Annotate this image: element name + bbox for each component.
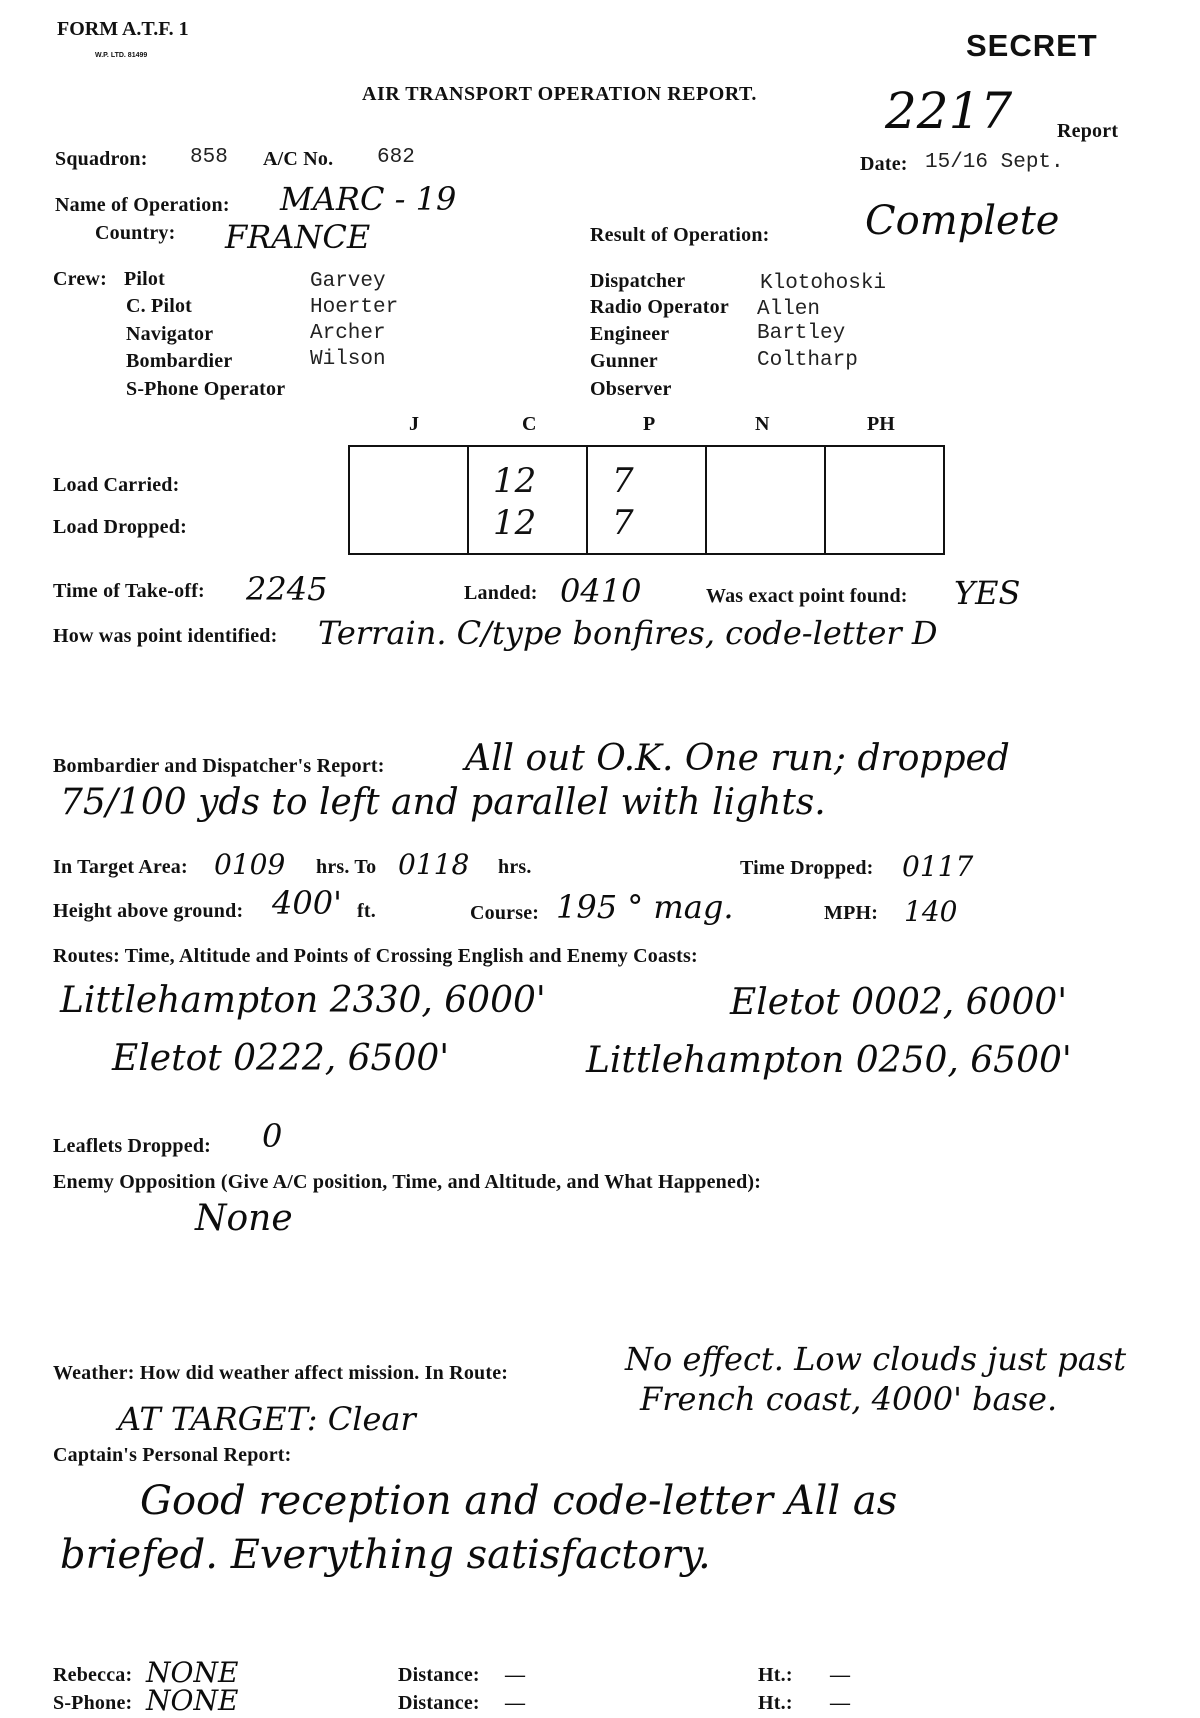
leaflets-value: 0: [262, 1117, 283, 1155]
report-title: AIR TRANSPORT OPERATION REPORT.: [362, 83, 757, 105]
classification-label: SECRET: [966, 28, 1098, 63]
takeoff-label: Time of Take-off:: [53, 580, 205, 602]
hrs-to-label: hrs. To: [316, 856, 377, 878]
col-ph: PH: [867, 413, 895, 435]
sphone-value: NONE: [146, 1684, 239, 1717]
route-line2a: Eletot 0222, 6500': [112, 1038, 450, 1079]
ht-value-2: —: [830, 1692, 851, 1714]
ft-label: ft.: [357, 900, 376, 922]
date-label: Date:: [860, 153, 908, 175]
weather-target: AT TARGET: Clear: [118, 1400, 416, 1438]
enemy-value: None: [195, 1198, 293, 1239]
crew-label: Crew:: [53, 268, 107, 290]
hrs-label: hrs.: [498, 856, 532, 878]
weather-route-line2: French coast, 4000' base.: [640, 1380, 1058, 1418]
landed-label: Landed:: [464, 582, 538, 604]
sphone-label: S-Phone:: [53, 1692, 133, 1714]
form-id: FORM A.T.F. 1: [57, 18, 189, 40]
load-cell-p: [587, 446, 706, 554]
squadron-value: 858: [190, 146, 228, 169]
distance-label-1: Distance:: [398, 1664, 480, 1686]
engineer-label: Engineer: [590, 323, 670, 345]
col-c: C: [522, 413, 537, 435]
load-cell-c: [468, 446, 587, 554]
operation-label: Name of Operation:: [55, 194, 230, 216]
bombardier-report-line1: All out O.K. One run; dropped: [465, 738, 1010, 779]
captain-label: Captain's Personal Report:: [53, 1444, 292, 1466]
identified-value: Terrain. C/type bonfires, code-letter D: [318, 614, 938, 652]
distance-value-1: —: [505, 1664, 526, 1686]
load-carried-label: Load Carried:: [53, 474, 180, 496]
load-cell-ph: [825, 446, 944, 554]
route-line2b: Littlehampton 0250, 6500': [586, 1040, 1072, 1081]
dispatcher-label: Dispatcher: [590, 270, 686, 292]
carried-p: 7: [612, 461, 634, 501]
weather-route-line1: No effect. Low clouds just past: [625, 1340, 1127, 1378]
col-j: J: [409, 413, 419, 435]
ac-no-value: 682: [377, 146, 415, 169]
captain-report-line1: Good reception and code-letter All as: [140, 1478, 898, 1524]
bombardier-label: Bombardier: [126, 350, 233, 372]
target-from-value: 0109: [214, 848, 286, 881]
time-dropped-value: 0117: [902, 850, 974, 883]
course-value: 195 ° mag.: [556, 888, 734, 926]
course-label: Course:: [470, 902, 540, 924]
route-line1a: Littlehampton 2330, 6000': [60, 980, 546, 1021]
copilot-value: Hoerter: [310, 296, 399, 319]
ac-no-label: A/C No.: [263, 148, 334, 170]
ht-value-1: —: [830, 1664, 851, 1686]
exact-point-value: YES: [954, 574, 1021, 612]
mph-value: 140: [904, 895, 958, 928]
report-number: 2217: [885, 82, 1013, 140]
copilot-label: C. Pilot: [126, 295, 193, 317]
weather-label: Weather: How did weather affect mission. In Route:: [53, 1362, 509, 1384]
target-to-value: 0118: [398, 848, 470, 881]
report-label: Report: [1057, 120, 1119, 142]
dropped-c: 12: [493, 503, 537, 543]
load-table: [348, 445, 945, 555]
load-cell-j: [349, 446, 468, 554]
captain-report-line2: briefed. Everything satisfactory.: [60, 1532, 711, 1578]
rebecca-value: NONE: [146, 1656, 239, 1689]
identified-label: How was point identified:: [53, 625, 278, 647]
ht-label-1: Ht.:: [758, 1664, 793, 1686]
pilot-value: Garvey: [310, 270, 386, 293]
landed-value: 0410: [560, 572, 642, 610]
distance-label-2: Distance:: [398, 1692, 480, 1714]
time-dropped-label: Time Dropped:: [740, 857, 874, 879]
sphone-operator-label: S-Phone Operator: [126, 378, 286, 400]
gunner-value: Coltharp: [757, 349, 858, 372]
form-print-code: W.P. LTD. 81499: [95, 52, 148, 59]
dispatcher-value: Klotohoski: [760, 272, 887, 295]
engineer-value: Bartley: [757, 322, 846, 345]
pilot-label: Pilot: [124, 268, 165, 290]
dropped-p: 7: [612, 503, 634, 543]
observer-label: Observer: [590, 378, 672, 400]
operation-value: MARC - 19: [280, 180, 457, 218]
result-value: Complete: [865, 198, 1060, 244]
country-label: Country:: [95, 222, 176, 244]
rebecca-label: Rebecca:: [53, 1664, 133, 1686]
country-value: FRANCE: [225, 218, 371, 256]
height-value: 400': [272, 884, 342, 922]
date-value: 15/16 Sept.: [925, 151, 1064, 174]
takeoff-value: 2245: [246, 570, 328, 608]
result-label: Result of Operation:: [590, 224, 770, 246]
height-label: Height above ground:: [53, 900, 244, 922]
navigator-value: Archer: [310, 322, 386, 345]
col-p: P: [643, 413, 656, 435]
col-n: N: [755, 413, 770, 435]
gunner-label: Gunner: [590, 350, 658, 372]
bombardier-report-line2: 75/100 yds to left and parallel with lights.: [60, 782, 826, 823]
exact-point-label: Was exact point found:: [706, 585, 908, 607]
leaflets-label: Leaflets Dropped:: [53, 1135, 212, 1157]
bombardier-value: Wilson: [310, 348, 386, 371]
routes-label: Routes: Time, Altitude and Points of Crossing English and Enemy Coasts:: [53, 945, 698, 967]
carried-c: 12: [493, 461, 537, 501]
bombardier-report-label: Bombardier and Dispatcher's Report:: [53, 755, 385, 777]
route-line1b: Eletot 0002, 6000': [730, 982, 1068, 1023]
ht-label-2: Ht.:: [758, 1692, 793, 1714]
navigator-label: Navigator: [126, 323, 214, 345]
mph-label: MPH:: [824, 902, 879, 924]
load-cell-n: [706, 446, 825, 554]
radio-operator-value: Allen: [757, 298, 821, 321]
enemy-label: Enemy Opposition (Give A/C position, Time, and Altitude, and What Happened):: [53, 1171, 762, 1193]
radio-operator-label: Radio Operator: [590, 296, 729, 318]
target-area-label: In Target Area:: [53, 856, 188, 878]
squadron-label: Squadron:: [55, 148, 148, 170]
load-dropped-label: Load Dropped:: [53, 516, 187, 538]
distance-value-2: —: [505, 1692, 526, 1714]
